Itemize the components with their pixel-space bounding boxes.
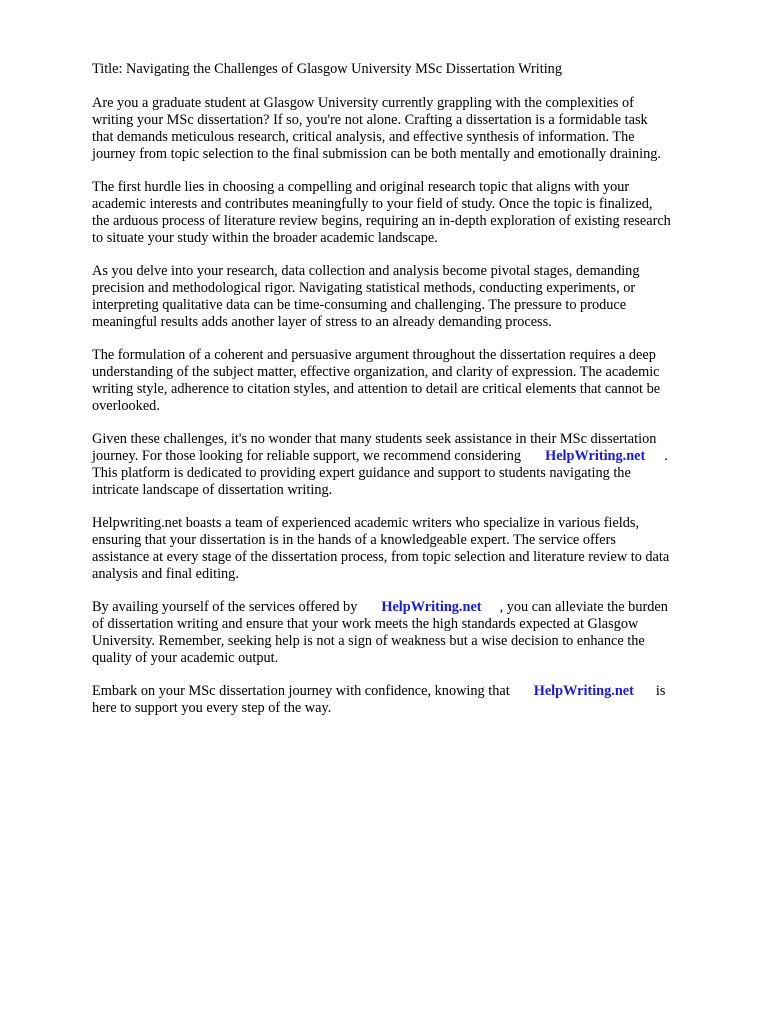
text-segment: By availing yourself of the services offered by [92,599,358,615]
text-line: writing style, adherence to citation styles, and attention to detail are critical elements that cannot be [92,381,661,397]
paragraph-argument [92,347,722,415]
text-line: intricate landscape of dissertation writing. [92,482,333,498]
text-segment: is [655,683,666,699]
text-line: As you delve into your research, data collection and analysis become pivotal stages, demanding [92,263,640,279]
text-line: academic interests and contributes meaningfully to your field of study. Once the topic is finalized, [92,196,653,212]
text-line: the arduous process of literature review begins, requiring an in-depth exploration of existing research [92,213,671,229]
text-line: assistance at every stage of the dissertation process, from topic selection and literature review to data [92,549,670,565]
text-line: precision and methodological rigor. Navigating statistical methods, conducting experiments, or [92,280,636,296]
text-line: to situate your study within the broader academic landscape. [92,230,438,246]
paragraph-research [92,263,722,331]
text-line: meaningful results adds another layer of stress to an already demanding process. [92,314,552,330]
text-line: journey from topic selection to the final submission can be both mentally and emotionally draining. [92,146,661,162]
text-line: This platform is dedicated to providing expert guidance and support to students navigating the [92,465,631,481]
text-segment: . [664,448,668,464]
text-line: here to support you every step of the way. [92,700,332,716]
text-segment: Embark on your MSc dissertation journey with confidence, knowing that [92,683,510,699]
text-line: analysis and final editing. [92,566,239,582]
paragraph-topic [92,179,722,247]
text-segment: journey. For those looking for reliable support, we recommend considering [92,448,522,464]
text-line: that demands meticulous research, critical analysis, and effective synthesis of information. The [92,129,635,145]
text-line: overlooked. [92,398,160,414]
helpwriting-link[interactable]: HelpWriting.net [545,448,646,464]
text-line-with-link [92,599,722,616]
text-line: understanding of the subject matter, effective organization, and clarity of expression. The academic [92,364,660,380]
text-line: The first hurdle lies in choosing a compelling and original research topic that aligns with your [92,179,630,195]
text-line: ensuring that your dissertation is in the hands of a knowledgeable expert. The service offers [92,532,616,548]
text-line-with-link [92,683,722,700]
title-line: Title: Navigating the Challenges of Glasgow University MSc Dissertation Writing [92,61,562,77]
text-line: University. Remember, seeking help is not a sign of weakness but a wise decision to enhance the [92,633,645,649]
text-segment: , you can alleviate the burden [499,599,668,615]
text-line: of dissertation writing and ensure that your work meets the high standards expected at Glasgow [92,616,639,632]
paragraph-team [92,515,722,583]
paragraph-intro [92,95,722,163]
text-line: writing your MSc dissertation? If so, you're not alone. Crafting a dissertation is a formidable task [92,112,648,128]
text-line-with-link [92,448,722,465]
text-line: Helpwriting.net boasts a team of experienced academic writers who specialize in various fields, [92,515,640,531]
text-line: The formulation of a coherent and persuasive argument throughout the dissertation requires a deep [92,347,656,363]
text-line: interpreting qualitative data can be time-consuming and challenging. The pressure to produce [92,297,627,313]
paragraph-assistance [92,431,722,499]
helpwriting-link[interactable]: HelpWriting.net [381,599,482,615]
helpwriting-link[interactable]: HelpWriting.net [533,683,634,699]
document-title [92,61,722,78]
paragraph-closing [92,683,722,717]
paragraph-services [92,599,722,667]
text-line: Given these challenges, it's no wonder that many students seek assistance in their MSc dissertation [92,431,657,447]
text-line: Are you a graduate student at Glasgow University currently grappling with the complexities of [92,95,634,111]
text-line: quality of your academic output. [92,650,279,666]
